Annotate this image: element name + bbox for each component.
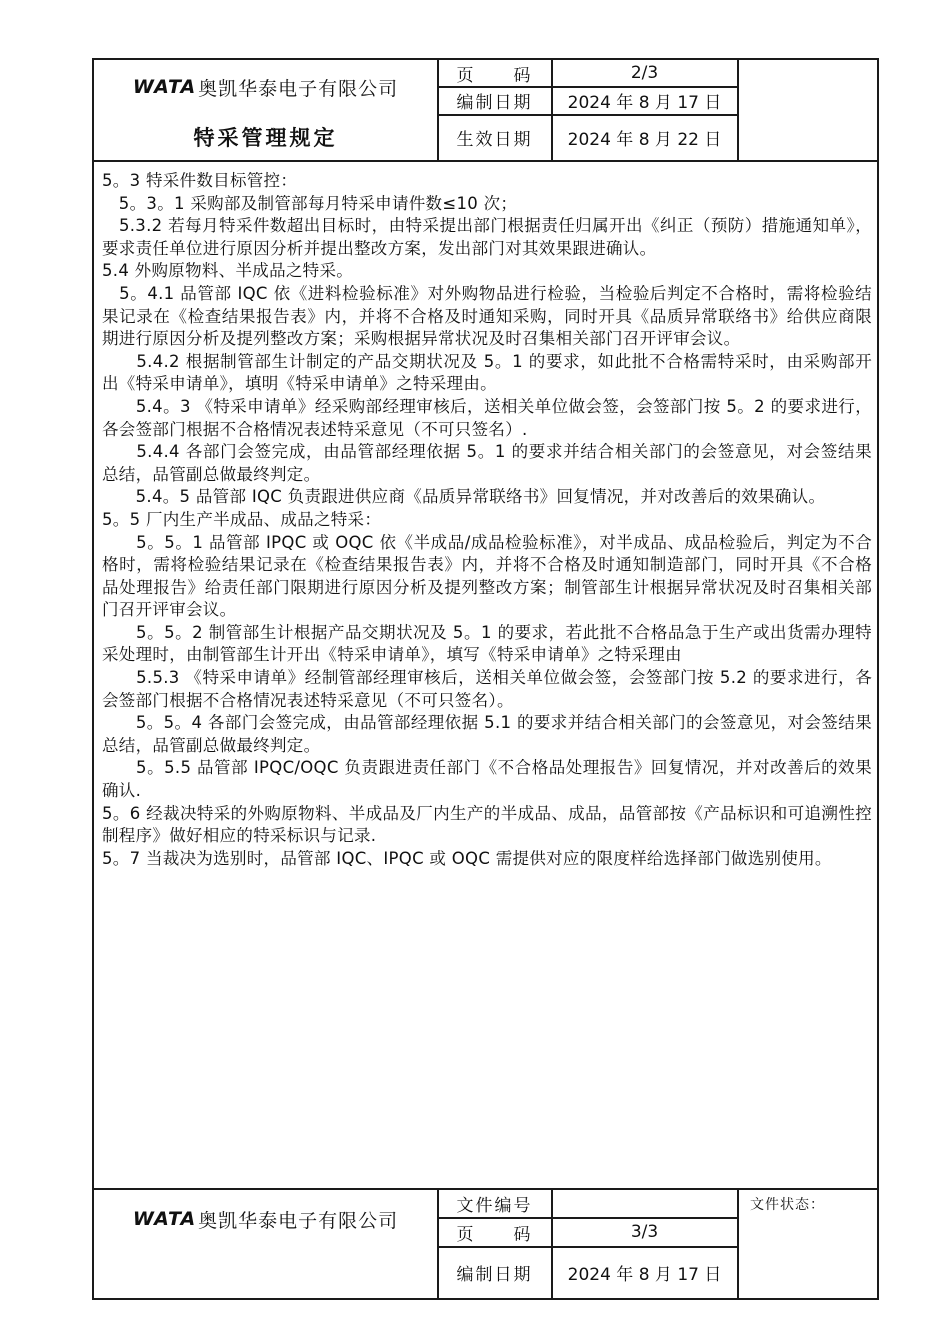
document-body — [102, 170, 872, 870]
paragraph: 5。6 经裁决特采的外购原物料、半成品及厂内生产的半成品、成品，品管部按《产品标识和可追溯性控制程序》做好相应的特采标识与记录. — [102, 803, 872, 846]
paragraph: 5。3 特采件数目标管控： — [102, 171, 298, 190]
footer-company-name-text: 奥凯华泰电子有限公司 — [198, 1209, 399, 1232]
compile-date-label: 编制日期 — [456, 93, 533, 113]
paragraph: 5。5。4 各部门会签完成，由品管部经理依据 5.1 的要求并结合相关部门的会签意见，对会签结果总结，品管副总做最终判定。 — [102, 713, 872, 755]
page-number-value: 2/3 — [630, 63, 659, 83]
page-number-label: 页 码 — [456, 65, 533, 86]
footer-page-number-label: 页 码 — [456, 1224, 533, 1245]
footer-company-brand: WATA — [132, 1208, 197, 1230]
footer-page-number-value: 3/3 — [630, 1222, 659, 1242]
paragraph: 5。5 厂内生产半成品、成品之特采： — [102, 509, 382, 529]
paragraph: 5.3.2 若每月特采件数超出目标时，由特采提出部门根据责任归属开出《纠正（预防）措施通知单》，要求责任单位进行原因分析并提出整改方案，发出部门对其效果跟进确认。 — [102, 216, 872, 258]
document-number-label: 文件编号 — [456, 1196, 533, 1216]
paragraph: 5。7 当裁决为选别时，品管部 IQC、IPQC 或 OQC 需提供对应的限度样给选择部门做选别使用。 — [102, 848, 832, 868]
company-name — [94, 60, 437, 114]
paragraph: 5.4。5 品管部 IQC 负责跟进供应商《品质异常联络书》回复情况，并对改善后的效果确认。 — [102, 487, 826, 507]
footer-compile-date-label: 编制日期 — [456, 1265, 533, 1285]
paragraph: 5。4.1 品管部 IQC 依《进料检验标准》对外购物品进行检验，当检验后判定不合格时，需将检验结果记录在《检查结果报告表》内，并将不合格及时通知采购，同时开具《品质异常联络书》给供应商限期进行原因分析及提列整改方案；采购根据异常状况及时召集相关部门召开评审会议。 — [102, 283, 872, 349]
paragraph: 5.4。3 《特采申请单》经采购部经理审核后，送相关单位做会签，会签部门按 5。2 的要求进行，各会签部门根据不合格情况表述特采意见（不可只签名）. — [102, 396, 872, 439]
paragraph: 5.4.2 根据制管部生计制定的产品交期状况及 5。1 的要求，如此批不合格需特采时，由采购部开出《特采申请单》，填明《特采申请单》之特采理由。 — [102, 351, 872, 394]
document-title: 特采管理规定 — [193, 126, 338, 150]
paragraph: 5。5。1 品管部 IPQC 或 OQC 依《半成品/成品检验标准》，对半成品、成品检验后，判定为不合格时，需将检验结果记录在《检查结果报告表》内，并将不合格及时通知制造部门，同时开具《不合格品处理报告》给责任部门限期进行原因分析及提列整改方案；制管部生计根据异常状况及时召集相关部门召开评审会议。 — [102, 532, 872, 620]
paragraph: 5.4.4 各部门会签完成，由品管部经理依据 5。1 的要求并结合相关部门的会签意见，对会签结果总结，品管副总做最终判定。 — [102, 442, 872, 484]
paragraph: 5。5.5 品管部 IPQC/OQC 负责跟进责任部门《不合格品处理报告》回复情况，并对改善后的效果确认. — [102, 758, 872, 801]
company-name-text: 奥凯华泰电子有限公司 — [198, 77, 399, 100]
effective-date-value: 2024 年 8 月 22 日 — [567, 130, 722, 150]
paragraph: 5。5。2 制管部生计根据产品交期状况及 5。1 的要求，若此批不合格品急于生产或出货需办理特采处理时，由制管部生计开出《特采申请单》，填写《特采申请单》之特采理由 — [102, 622, 872, 665]
paragraph: 5.4 外购原物料、半成品之特采。 — [102, 261, 354, 281]
company-brand: WATA — [132, 76, 197, 98]
compile-date-value: 2024 年 8 月 17 日 — [567, 93, 722, 113]
footer-company-name — [94, 1190, 437, 1248]
header-blank-cell — [739, 60, 877, 160]
paragraph: 5。3。1 采购部及制管部每月特采申请件数≤10 次； — [102, 193, 518, 213]
paragraph: 5.5.3 《特采申请单》经制管部经理审核后，送相关单位做会签，会签部门按 5.2 的要求进行，各会签部门根据不合格情况表述特采意见（不可只签名）。 — [102, 668, 872, 710]
effective-date-label: 生效日期 — [456, 130, 533, 150]
document-number-value — [552, 1190, 737, 1217]
document-status-label: 文件状态： — [750, 1197, 825, 1213]
footer-compile-date-value: 2024 年 8 月 17 日 — [567, 1265, 722, 1285]
